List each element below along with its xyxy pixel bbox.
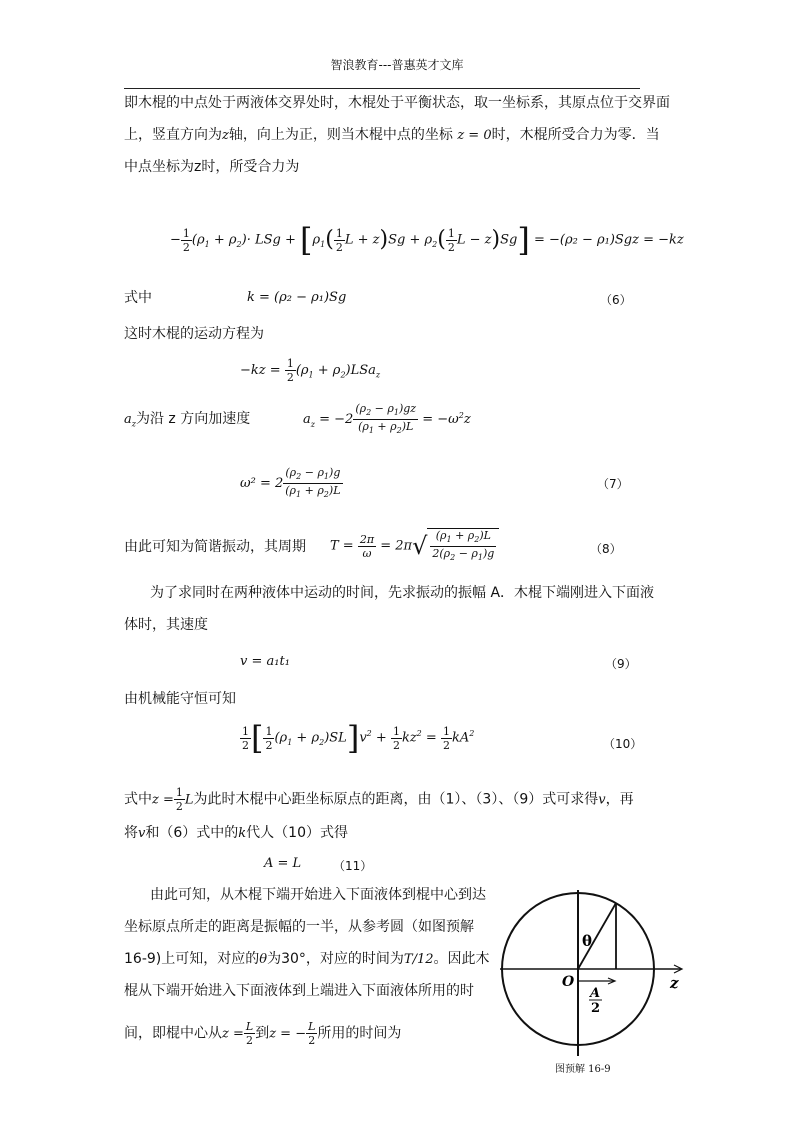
- header-rule: [124, 88, 640, 89]
- intro-line-2: [124, 128, 660, 143]
- where-label: 式中: [124, 290, 152, 306]
- page-header: 智浪教育---普惠英才文库: [330, 58, 464, 72]
- az-line: $a_z$为沿 z 方向加速度: [124, 411, 251, 429]
- k-definition: k = (ρ₂ − ρ₁)Sg: [247, 290, 347, 305]
- az-equation: $a_z = -2$ $\frac{(\rho_2 - \rho_1)gz}{(\rho_1 + \rho_2)L}$ = $-\omega^2z$: [303, 402, 471, 436]
- force-equation: − $\frac{1}{2}$ $(\rho_1 + \rho_2)\cdot$ LSg + [$\rho_1$( $\frac{1}{2}$ $L + z)Sg + \rho_2$( $\frac{1}{2}$ L − z)Sg] = −(ρ₂ − ρ₁)Sgz = −kz: [170, 221, 684, 259]
- z-variable: z: [222, 128, 229, 143]
- z-axis-label: z: [670, 974, 679, 992]
- motion-eq-intro: 这时木棍的运动方程为: [124, 326, 264, 342]
- reference-circle-figure: [498, 884, 692, 1078]
- theta-label: θ: [582, 932, 593, 950]
- intro-line-2c: 时，木棍所受合力为零．当: [491, 127, 660, 143]
- eq-number-8: （8）: [590, 542, 622, 556]
- denominator-label: 2: [591, 1001, 601, 1016]
- figure-caption: 图预解 16-9: [555, 1064, 611, 1075]
- motion-equation: −kz = $\frac{1}{2}$ $(\rho_1 + \rho_2)LSa_z$: [240, 357, 381, 384]
- eq-number-9: （9）: [605, 657, 637, 671]
- eq-number-7: （7）: [597, 477, 629, 491]
- subst-line: 将v和（6）式中的k代人（10）式得: [124, 825, 348, 841]
- intro-line-2a: 上，竖直方向为: [124, 127, 222, 143]
- a-label: A: [590, 986, 601, 1001]
- eq-number-11: （11）: [333, 859, 373, 873]
- energy-text: 由机械能守恒可知: [124, 691, 236, 707]
- intro-line-2b: 轴，向上为正，则当木棍中点的坐标: [228, 127, 453, 143]
- eq-number-10: （10）: [603, 737, 643, 751]
- amp-para-line-1: 为了求同时在两种液体中运动的时间，先求振动的振幅 A．木棍下端刚进入下面液: [150, 585, 655, 601]
- energy-equation: $\frac{1}{2}$ [ $\frac{1}{2}$ $(\rho_1 + \rho_2)SL]v^2$ + $\frac{1}{2}$ $kz^2$ = $\frac{1}{2}$ $kA^2$: [242, 719, 475, 757]
- origin-label: O: [562, 974, 575, 990]
- intro-line-3: 中点坐标为z时，所受合力为: [124, 159, 300, 175]
- final-line-2: 坐标原点所走的距离是振幅的一半，从参考圆（如图预解: [124, 919, 474, 935]
- amp-para-line-2: 体时，其速度: [124, 617, 208, 633]
- where2-line: 式中z = $\frac{1}{2}$ L为此时木棍中心距坐标原点的距离，由（1）、（3）、（9）式可求得v，再: [124, 786, 634, 813]
- final-line-1: 由此可知，从木棍下端开始进入下面液体到棍中心到达: [150, 887, 486, 903]
- intro-line-1: 即木棍的中点处于两液体交界处时，木棍处于平衡状态，取一坐标系，其原点位于交界面: [124, 95, 670, 111]
- final-line-3: 16-9)上可知，对应的θ为30°，对应的时间为T/12。因此木: [124, 951, 490, 967]
- az-label: 为沿 z 方向加速度: [135, 411, 251, 427]
- z-equals-zero: z = 0: [457, 128, 492, 143]
- final-line-5: 间，即棍中心从z = $\frac{L}{2}$ 到z = − $\frac{L}{2}$ 所用的时间为: [124, 1020, 402, 1047]
- velocity-equation: v = a₁t₁: [240, 654, 290, 669]
- omega-equation: ω² = 2 $\frac{(\rho_2 - \rho_1)g}{(\rho_1 + \rho_2)L}$: [240, 466, 341, 500]
- period-equation: T = $\frac{2\pi}{\omega}$ = 2π√ $\frac{(\rho_1 + \rho_2)L}{2(\rho_2 - \rho_1)g}$: [330, 528, 499, 564]
- final-line-4: 棍从下端开始进入下面液体到上端进入下面液体所用的时: [124, 983, 474, 999]
- shm-text: 由此可知为简谐振动，其周期: [124, 539, 306, 555]
- amplitude-result: A = L: [264, 856, 302, 871]
- eq-number-6: （6）: [600, 293, 632, 307]
- force-rhs: = −(ρ₂ − ρ₁)Sgz = −kz: [533, 232, 684, 248]
